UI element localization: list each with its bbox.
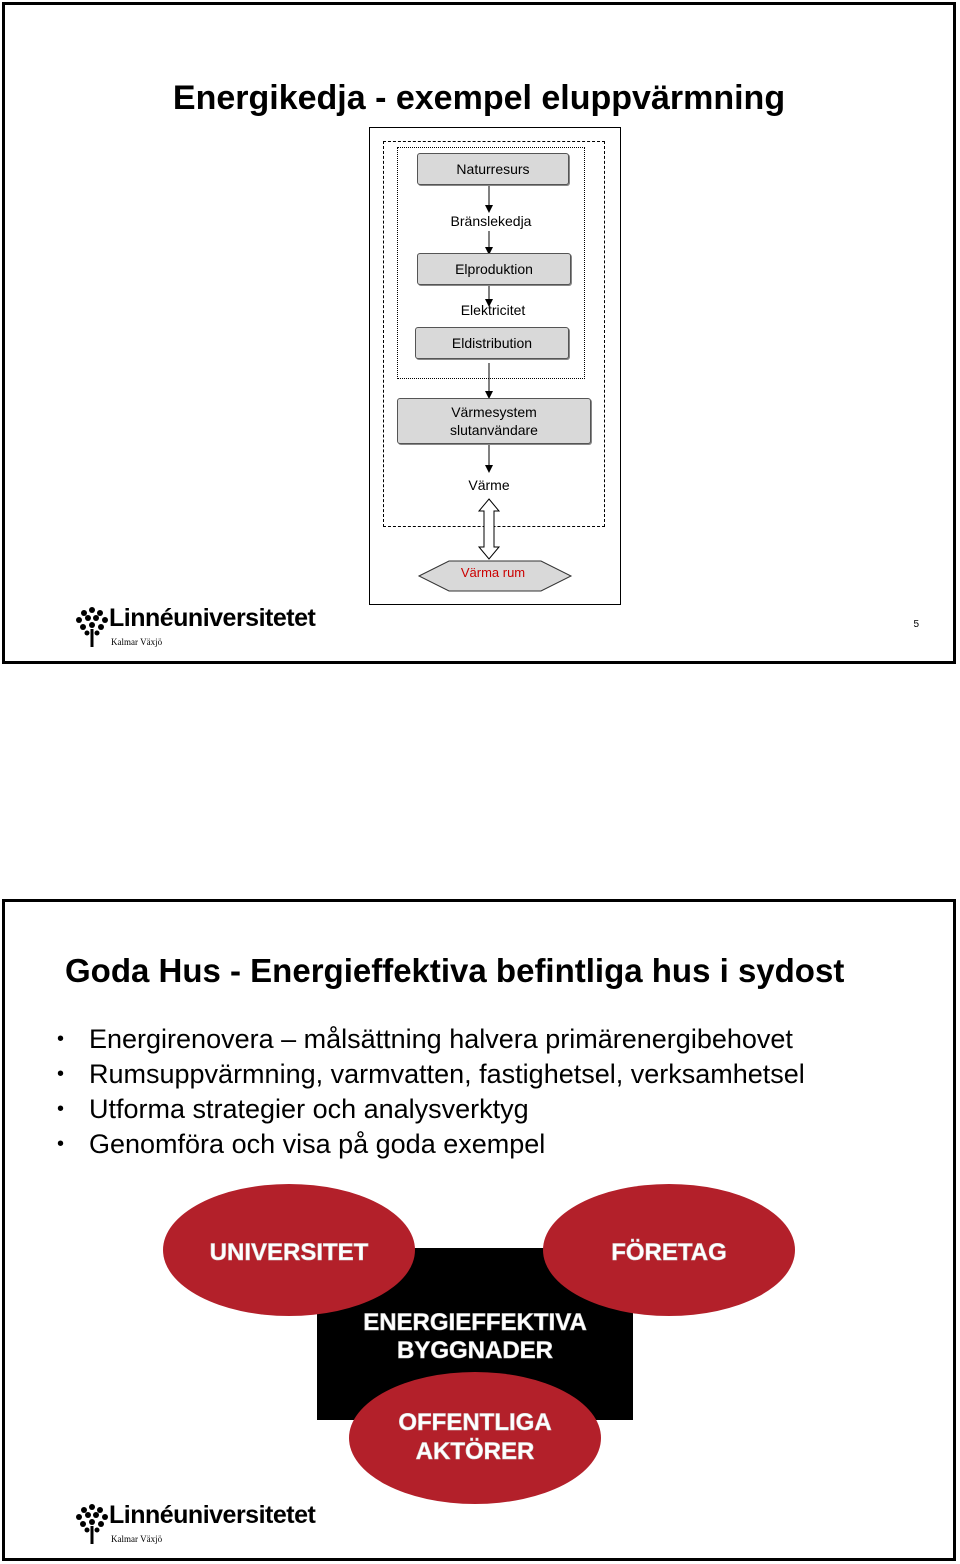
tree-logo-icon [75, 1502, 109, 1544]
bullet-item: • Utforma strategier och analysverktyg [57, 1094, 529, 1124]
university-logo [75, 1502, 315, 1544]
slide-title: Goda Hus - Energieffektiva befintliga hus i sydost [65, 952, 845, 989]
box-naturresurs: Naturresurs [417, 153, 569, 185]
university-logo [75, 605, 315, 647]
label-elektricitet: Elektricitet [460, 302, 526, 318]
double-arrow [479, 499, 499, 559]
varmesystem-line2: slutanvändare [450, 422, 538, 438]
label-varma-rum: Värma rum [460, 565, 526, 580]
label-varme: Värme [468, 477, 510, 493]
label-center-line1: ENERGIEFFEKTIVA [363, 1309, 587, 1336]
label-universitet: UNIVERSITET [209, 1239, 369, 1266]
slide-energy-chain [2, 2, 956, 664]
varmesystem-line1: Värmesystem [451, 404, 537, 420]
box-elproduktion: Elproduktion [417, 253, 571, 285]
box-varmesystem [397, 398, 591, 444]
logo-name: Linnéuniversitetet [109, 604, 316, 632]
bullet-item: • Rumsuppvärmning, varmvatten, fastighetsel, verksamhetsel [57, 1059, 805, 1089]
bullet-item: • Genomföra och visa på goda exempel [57, 1129, 546, 1159]
label-offentliga-line1: OFFENTLIGA [398, 1409, 552, 1436]
logo-name: Linnéuniversitetet [109, 1501, 316, 1529]
box-eldistribution: Eldistribution [415, 327, 569, 359]
label-center-line2: BYGGNADER [396, 1337, 554, 1364]
slide-title: Energikedja - exempel eluppvärmning [172, 79, 786, 117]
slide-goda-hus [2, 899, 956, 1561]
slide-number: 5 [913, 619, 919, 630]
label-foretag: FÖRETAG [611, 1239, 727, 1266]
label-offentliga-line2: AKTÖRER [415, 1438, 535, 1465]
logo-subtitle: Kalmar Växjö [111, 637, 163, 647]
logo-subtitle: Kalmar Växjö [111, 1534, 163, 1544]
bullet-item: • Energirenovera – målsättning halvera primärenergibehovet [57, 1024, 793, 1054]
collaboration-diagram [5, 902, 959, 1564]
label-branslekedja: Bränslekedja [450, 213, 532, 229]
tree-logo-icon [75, 605, 109, 647]
